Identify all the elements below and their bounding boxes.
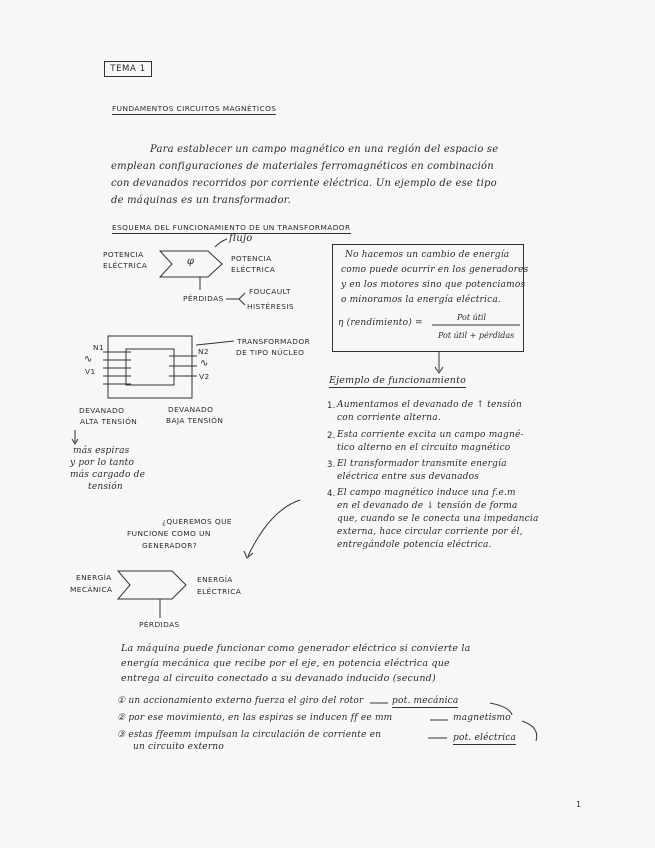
- losses-label: PÉRDIDAS: [183, 294, 224, 303]
- hv-note: y por lo tanto: [70, 458, 135, 468]
- step-line: externa, hace circular corriente por él,: [337, 527, 523, 537]
- core-inner: [126, 349, 174, 385]
- intro-line: emplean configuraciones de materiales ferromagnéticos en combinación: [111, 161, 494, 172]
- box-line: o minoramos la energía eléctrica.: [341, 295, 501, 305]
- closing-item-result: pot. eléctrica: [453, 733, 517, 743]
- foucault-brace: [239, 293, 245, 305]
- input-power-label: POTENCIA: [103, 250, 144, 259]
- phi-symbol: φ: [187, 256, 195, 267]
- generator-flow-arrow: [118, 571, 186, 599]
- input-power-label: ELÉCTRICA: [103, 261, 148, 270]
- step-line: Esta corriente excita un campo magné-: [337, 430, 524, 440]
- hv-winding-label: ALTA TENSIÓN: [80, 417, 138, 426]
- step-number: 3.: [327, 460, 336, 470]
- step-line: tico alterno en el circuito magnético: [337, 443, 511, 453]
- step-line: eléctrica entre sus devanados: [337, 472, 480, 482]
- closing-item: ② por ese movimiento, en las espiras se inducen ff ee mm: [117, 713, 393, 723]
- n2-label: N2: [198, 347, 210, 356]
- closing-item-result: magnetismo: [453, 713, 511, 723]
- v2-label: V2: [199, 372, 210, 381]
- closing-item: ① un accionamiento externo fuerza el giro del rotor: [117, 696, 364, 706]
- generator-losses-label: PÉRDIDAS: [139, 620, 180, 629]
- generator-curve-arrow: [248, 500, 300, 556]
- formula-denominator: Pot útil + pérdidas: [438, 331, 515, 340]
- foucault-label: FOUCAULT: [249, 287, 291, 296]
- flux-label: flujo: [229, 233, 253, 244]
- step-line: Aumentamos el devanado de ↑ tensión: [337, 400, 522, 410]
- primary-winding: [103, 352, 131, 384]
- core-type-label: DE TIPO NÚCLEO: [236, 348, 305, 357]
- ac-source-icon: ∿: [84, 354, 93, 365]
- step-line: en el devanado de ↓ tensión de forma: [337, 501, 518, 511]
- hv-winding-label: DEVANADO: [79, 406, 125, 415]
- box-line: y en los motores sino que potenciamos: [341, 280, 526, 290]
- closing-line: energía mecánica que recibe por el eje, en potencia eléctrica que: [121, 658, 450, 669]
- core-outer: [108, 336, 192, 398]
- intro-line: de máquinas es un transformador.: [111, 195, 291, 206]
- box-line: No hacemos un cambio de energía: [345, 250, 510, 260]
- step-line: El transformador transmite energía: [337, 459, 507, 469]
- hv-note: más cargado de: [70, 470, 146, 480]
- closing-line: La máquina puede funcionar como generador eléctrico si convierte la: [121, 643, 471, 654]
- hv-note: tensión: [88, 482, 123, 492]
- closing-item: ③ estas ffeemm impulsan la circulación de corriente en: [117, 730, 382, 740]
- closing-item-result: pot. mecánica: [392, 696, 459, 706]
- closing-item-cont: un circuito externo: [133, 742, 224, 752]
- example-title: Ejemplo de funcionamiento: [329, 375, 467, 386]
- box-line: como puede ocurrir en los generadores: [341, 265, 529, 275]
- output-power-label: POTENCIA: [231, 254, 272, 263]
- step-line: con corriente alterna.: [337, 413, 441, 423]
- page-subtitle: FUNDAMENTOS CIRCUITOS MAGNÉTICOS: [112, 104, 277, 113]
- electrical-energy-label: ELÉCTRICA: [197, 587, 242, 596]
- intro-line: Para establecer un campo magnético en una región del espacio se: [150, 144, 499, 155]
- step-number: 2.: [327, 431, 336, 441]
- formula-numerator: Pot útil: [457, 313, 487, 322]
- step-number: 4.: [327, 489, 336, 499]
- mechanical-energy-label: ENERGÍA: [76, 573, 112, 582]
- hysteresis-label: HISTÉRESIS: [247, 302, 294, 311]
- electrical-energy-label: ENERGÍA: [197, 575, 233, 584]
- step-number: 1.: [327, 401, 336, 411]
- step-line: El campo magnético induce una f.e.m: [337, 488, 516, 498]
- generator-question: GENERADOR?: [142, 541, 198, 550]
- step-line: que, cuando se le conecta una impedancia: [337, 514, 539, 524]
- generator-question: FUNCIONE COMO UN: [127, 529, 211, 538]
- topic-box: TEMA 1: [104, 61, 152, 77]
- v1-label: V1: [85, 367, 96, 376]
- step-line: entregándole potencia eléctrica.: [337, 540, 492, 550]
- generator-question: ¿QUEREMOS QUE: [162, 517, 232, 526]
- ac-load-icon: ∿: [200, 358, 209, 369]
- core-label-pointer: [196, 341, 234, 345]
- lv-winding-label: DEVANADO: [168, 405, 214, 414]
- intro-line: con devanados recorridos por corriente eléctrica. Un ejemplo de ese tipo: [111, 178, 497, 189]
- secondary-winding: [169, 356, 197, 376]
- efficiency-formula: η (rendimiento) =: [338, 318, 423, 328]
- n1-label: N1: [93, 343, 105, 352]
- core-type-label: TRANSFORMADOR: [237, 337, 311, 346]
- mag-to-elec-arrow: [522, 721, 537, 741]
- output-power-label: ELÉCTRICA: [231, 265, 276, 274]
- schema-title: ESQUEMA DEL FUNCIONAMIENTO DE UN TRANSFORMADOR: [112, 223, 351, 232]
- page-number: 1: [576, 800, 582, 809]
- mechanical-energy-label: MECÁNICA: [70, 585, 113, 594]
- hv-note: más espiras: [73, 446, 130, 456]
- lv-winding-label: BAJA TENSIÓN: [166, 416, 224, 425]
- closing-line: entrega al circuito conectado a su devanado inducido (secund): [121, 673, 436, 684]
- flux-hook: [215, 239, 227, 247]
